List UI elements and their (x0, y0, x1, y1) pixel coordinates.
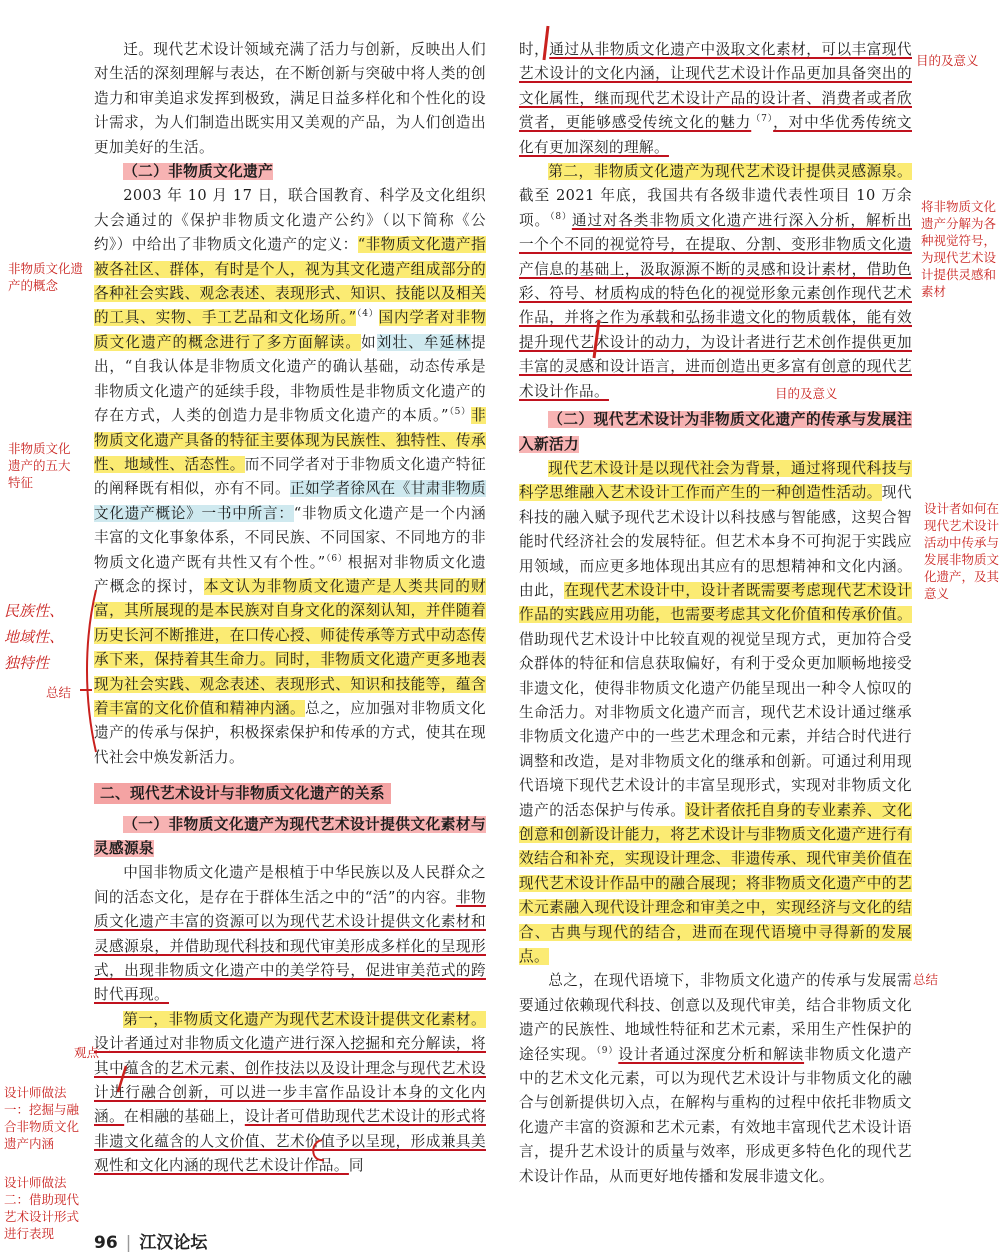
paragraph-point-two: 第二，非物质文化遗产为现代艺术设计提供灵感源泉。截至 2021 年底，我国共有各级非遗代表性项目 10 万余项。$^{(8)}$通过对各类非物质文化遗产进行深入分析，解析出一个个不同的视觉符号，在提取、分割、变形非物质文化遗产信息的基础上，汲取源源不断的灵感和设计素材，借助色彩、符号、材质构成的特色化的视觉形象元素创作现代艺术作品，并将之作为承载和弘扬非遗文化的物质载体，能有效提升现代艺术设计的动力，为设计者进行艺术创作提供更加丰富的灵感和设计语言，进而创造出更多富有创意的现代艺术设计作品。 (519, 163, 912, 400)
pen-mark-top (544, 26, 548, 60)
paragraph-intro-end: 迁。现代艺术设计领域充满了活力与创新，反映出人们对生活的深刻理解与表达，在不断创新与突破中将人类的创造力和审美追求发挥到极致，满足日益多样化和个性化的设计需求，为人们制造出既实用又美观的产品，为人们创造出更加美好的生活。 (94, 41, 486, 156)
note-visual-symbols: 将非物质文化遗产分解为各种视觉符号，为现代艺术设计提供灵感和素材 (921, 199, 997, 299)
paragraph-definition: 2003 年 10 月 17 日，联合国教育、科学及文化组织大会通过的《保护非物质文化遗产公约》（以下简称《公约》）中给出了非物质文化遗产的定义：“非物质文化遗产指被各社区、群体，有时是个人，视为其文化遗产组成部分的各种社会实践、观念表述、表现形式、知识、技能以及相关的工具、实物、手工艺品和文化场所。”$^{(4)}$国内学者对非物质文化遗产的概念进行了多方面解读。如刘壮、牟延林提出，“自我认体是非物质文化遗产的确认基础，动态传承是非物质文化遗产的延续手段，非物质性是非物质文化遗产的存在方式，人类的创造力是非物质文化遗产的本质。”$^{(5)}$非物质文化遗产具备的特征主要体现为民族性、独特性、传承性、地域性、活态性。而不同学者对于非物质文化遗产特征的阐释既有相似，亦有不同。正如学者徐风在《甘肃非物质文化遗产概论》一书中所言：“非物质文化遗产是一个内涵丰富的文化事象体系，不同民族、不同国家、不同地方的非物质文化遗产既有共性又有个性。”$^{(6)}$根据对非物质文化遗产概念的探讨，本文认为非物质文化遗产是人类共同的财富，其所展现的是本民族对自身文化的深刻认知，并伴随着历史长河不断推进，在口传心授、师徒传承等方式中动态传承下来，保持着其生命力。同时，非物质文化遗产更多地表现为社会实践、观念表述、表现形式、知识和技能等，蕴含着丰富的文化价值和精神内涵。总之，应加强对非物质文化遗产的传承与保护，积极探索保护和传承的方式，使其在现代社会中焕发新活力。 (94, 187, 487, 766)
note-five-features: 非物质文化遗产的五大特征 (8, 441, 71, 490)
page-number: 96 (94, 1233, 118, 1253)
note-viewpoint-one: 观点一 (74, 1045, 112, 1060)
subheading-2-2: （二）现代艺术设计为非物质文化遗产的传承与发展注入新活力 (519, 411, 912, 453)
note-designer-method-two: 设计师做法二：借助现代艺术设计形式进行表现 (4, 1175, 80, 1241)
section-heading-2: 二、现代艺术设计与非物质文化遗产的关系 (94, 782, 486, 806)
journal-name: 江汉论坛 (139, 1233, 208, 1253)
pen-mark-middle (594, 320, 599, 358)
note-summary-left: 总结 (46, 685, 72, 700)
bracket-summary (87, 590, 96, 752)
note-summary-right: 总结 (913, 972, 939, 987)
subheading-2-1: （一）非物质文化遗产为现代艺术设计提供文化素材与灵感源泉 (94, 815, 486, 857)
pen-mark-left (118, 1066, 126, 1092)
pen-mark-circle (313, 1140, 324, 1160)
note-designer-method-one: 设计师做法一：挖掘与融合非物质文化遗产内涵 (4, 1085, 80, 1151)
paragraph-point-one: 第一，非物质文化遗产为现代艺术设计提供文化素材。设计者通过对非物质文化遗产进行深入挖掘和充分解读，将其中蕴含的艺术元素、创作技法以及设计理念与现代艺术设计进行融合创新，可以进一步丰富作品设计本身的文化内涵。在相融的基础上，设计者可借助现代艺术设计的形式将非遗文化蕴含的人文价值、艺术价值予以呈现，形成兼具美观性和文化内涵的现代艺术设计作品。同 (94, 1010, 486, 1175)
note-purpose-one: 目的及意义 (916, 53, 979, 68)
subheading-intangible-heritage: （二）非物质文化遗产 (123, 163, 274, 181)
paragraph-continued: 时，通过从非物质文化遗产中汲取文化素材，可以丰富现代艺术设计的文化内涵，让现代艺术设计作品更加具备突出的文化属性，继而现代艺术设计产品的设计者、消费者或者欣赏者，更能够感受传统文化的魅力$^{(7)}$，对中华优秀传统文化有更加深刻的理解。 (519, 41, 912, 156)
note-handwritten-features: 民族性、地域性、独特性 (4, 602, 65, 672)
paragraph-2-1: 中国非物质文化遗产是根植于中华民族以及人民群众之间的活态文化，是存在于群体生活之中的“活”的内容。非物质文化遗产丰富的资源可以为现代艺术设计提供文化素材和灵感源泉，并借助现代科技和现代审美形成多样化的呈现形式，出现非物质文化遗产中的美学符号，促进审美范式的跨时代再现。 (94, 864, 486, 1004)
paragraph-2-2: 现代艺术设计是以现代社会为背景，通过将现代科技与科学思维融入艺术设计工作而产生的一种创造性活动。现代科技的融入赋予现代艺术设计以科技感与智能感，这契合智能时代经济社会的发展特征。但艺术本身不可拘泥于实践应用领域，而应更多地体现出其应有的思想精神和文化内涵。由此，在现代艺术设计中，设计者既需要考虑现代艺术设计作品的实践应用功能，也需要考虑其文化价值和传承价值。借助现代艺术设计中比较直观的视觉呈现方式，更加符合受众群体的特征和信息获取偏好，有利于受众更加顺畅地接受非遗文化，使得非物质文化遗产仍能呈现出一种令人惊叹的生命活力。对非物质文化遗产而言，现代艺术设计通过继承非物质文化遗产中的一些艺术理念和元素，并结合时代进行调整和改造，是对非物质文化的继承和创新。可通过利用现代语境下现代艺术设计的丰富呈现形式，实现对非物质文化遗产的活态保护与传承。设计者依托自身的专业素养、文化创意和创新设计能力，将艺术设计与非物质文化遗产进行有效结合和补充，实现设计理念、非遗传承、现代审美价值在现代艺术设计作品中的融合展现；将非物质文化遗产中的艺术元素融入现代设计理念和审美之中，实现经济与文化的结合、古典与现代的结合，进而在现代语境中寻得新的发展点。 (519, 459, 913, 966)
footer-divider: | (125, 1233, 132, 1253)
page-footer (94, 1228, 207, 1253)
note-concept: 非物质文化遗产的概念 (8, 261, 84, 293)
note-purpose-two: 目的及意义 (775, 386, 838, 401)
paragraph-summary: 总之，在现代语境下，非物质文化遗产的传承与发展需要通过依赖现代科技、创意以及现代审美，结合非物质文化遗产的民族性、地域性特征和艺术元素，采用生产性保护的途径实现。$^{(9)}$设计者通过深度分析和解读非物质文化遗产中的艺术文化元素，可以为现代艺术设计与非物质文化的融合与创新提供切入点，在解构与重构的过程中依托非物质文化遗产丰富的资源和艺术元素，有效地丰富现代艺术设计语言，提升艺术设计的质量与效率，形成更多特色化的现代艺术设计作品，从而更好地传播和发展非遗文化。 (519, 972, 912, 1185)
note-designer-inheritance: 设计者如何在现代艺术设计活动中传承与发展非物质文化遗产，及其意义 (924, 501, 1000, 601)
